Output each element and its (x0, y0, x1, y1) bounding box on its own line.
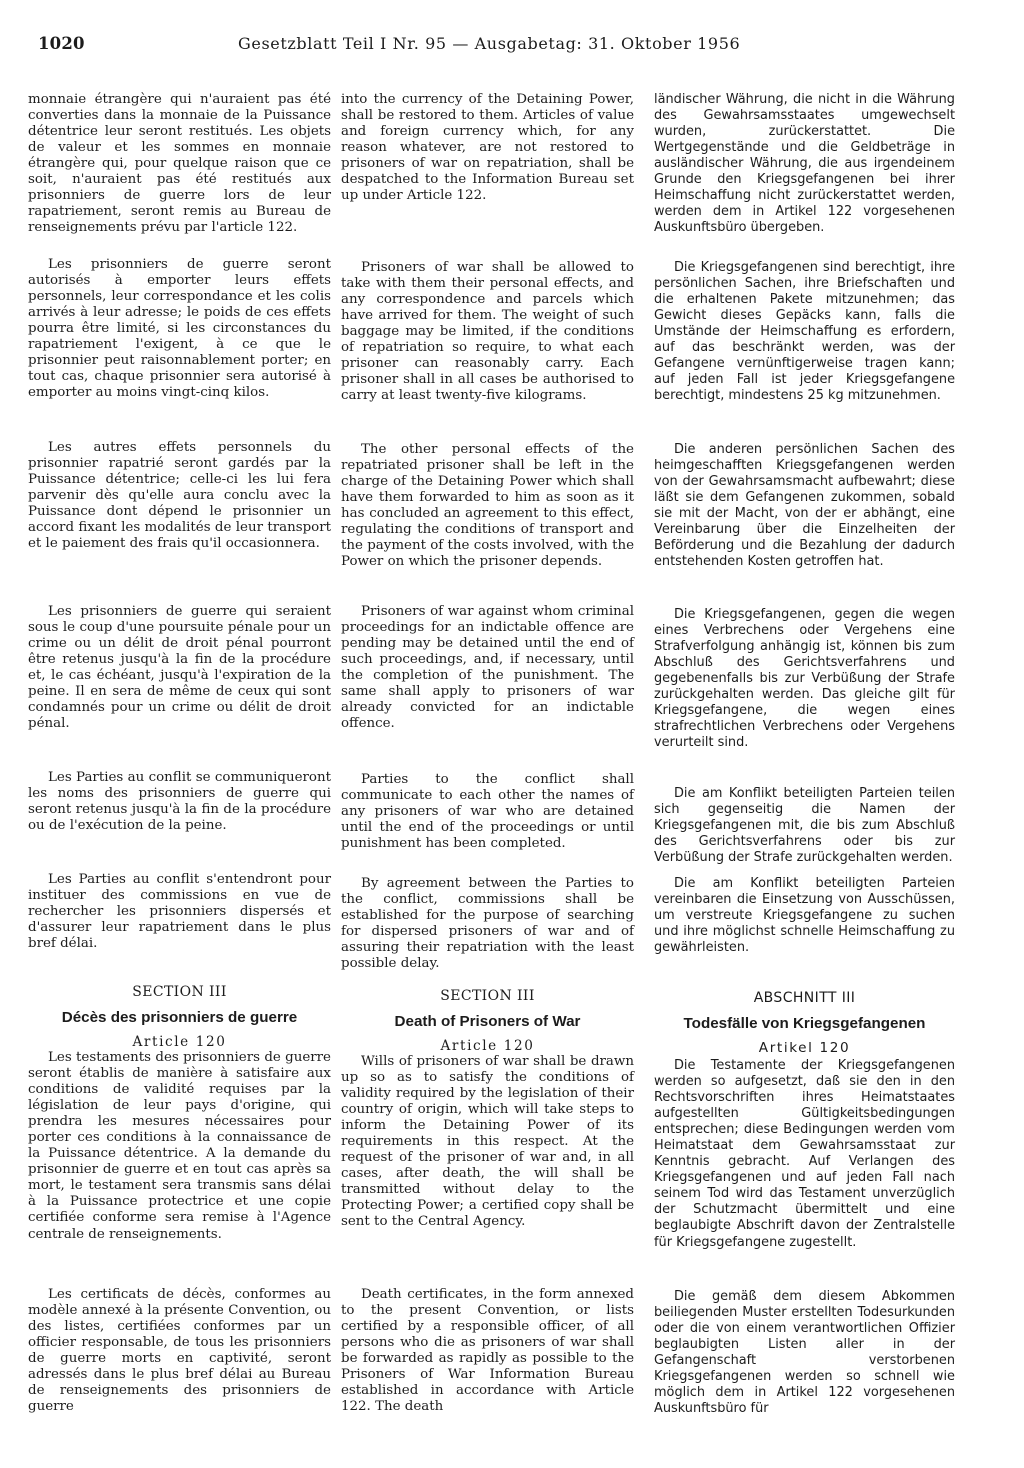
paragraph: The other personal effects of the repatriated prisoner shall be left in the charge of the Detaining Power which shall have them forwarded to him as soon as it has concluded an agreement to this effect, regulating the conditions of transport and the payment of the costs involved, with the Power on which the prisoner depends. (341, 442, 634, 570)
paragraph: Death certificates, in the form annexed to the present Convention, or lists certified by a responsible officer, of all persons who die as prisoners of war shall be forwarded as rapidly as possible to the Prisoners of War Information Bureau established in accordance with Article 122. The death (341, 1287, 634, 1415)
paragraph: Les Parties au conflit se communiqueront les noms des prisonniers de guerre qui seront retenus jusqu'à la fin de la procédure ou de l'exécution de la peine. (28, 770, 331, 834)
paragraph: Die Kriegsgefangenen, gegen die wegen eines Verbrechens oder Vergehens eine Strafverfolgung anhängig ist, können bis zum Abschluß des Gerichtsverfahrens und gegebenenfalls bis zur Verbüßung der Strafe zurückgehalten werden. Das gleiche gilt für Kriegsgefangene, die wegen eines strafrechtlichen Verbrechens oder Vergehens verurteilt sind. (654, 607, 955, 751)
paragraph: Les Parties au conflit s'entendront pour instituer des commissions en vue de rechercher les prisonniers dispersés et d'assurer leur rapatriement dans le plus bref délai. (28, 872, 331, 952)
paragraph: Wills of prisoners of war shall be drawn up so as to satisfy the conditions of validity required by the legislation of their country of origin, which will take steps to inform the Detaining Power of its requirements in this respect. At the request of the prisoner of war and, in all cases, after death, the will shall be transmitted without delay to the Protecting Power; a certified copy shall be sent to the Central Agency. (341, 1054, 634, 1230)
paragraph: monnaie étrangère qui n'auraient pas été converties dans la monnaie de la Puissance détentrice leur seront restitués. Les objets de valeur et les sommes en monnaie étrangère qui, pour quelque raison que ce soit, n'auraient pas été restitués aux prisonniers de guerre lors de leur rapatriement, seront remis au Bureau de renseignements prévu par l'article 122. (28, 92, 331, 236)
section-label: SECTION III (132, 984, 227, 1000)
running-header (38, 34, 998, 58)
section-heading: Décès des prisonniers de guerre (61, 1009, 298, 1026)
paragraph: Die Testamente der Kriegsgefangenen werden so aufgesetzt, daß sie den in den Rechtsvorschriften ihres Heimatstaates aufgestellten Gültigkeitsbedingungen entsprechen; diese Bedingungen werden vom Heimatstaat dem Gewahrsamsstaat zur Kenntnis gebracht. Auf Verlangen des Kriegsgefangenen und auf jeden Fall nach seinem Tod wird das Testament unverzüglich der Schutzmacht übermittelt und eine beglaubigte Abschrift davon der Zentralstelle für Kriegsgefangene zugestellt. (654, 1058, 955, 1250)
section-label: ABSCHNITT III (753, 990, 856, 1006)
paragraph: By agreement between the Parties to the conflict, commissions shall be established for the purpose of searching for dispersed prisoners of war and of assuring their repatriation with the least possible delay. (341, 876, 634, 972)
section-heading: Todesfälle von Kriegsgefangenen (683, 1015, 926, 1032)
paragraph: Die gemäß dem diesem Abkommen beiliegenden Muster erstellten Todesurkunden oder die von einem verantwortlichen Offizier beglaubigten Listen aller in der Gefangenschaft verstorbenen Kriegsgefangenen werden so schnell wie möglich dem in Artikel 122 vorgesehenen Auskunftsbüro für (654, 1289, 955, 1417)
paragraph: Prisoners of war shall be allowed to take with them their personal effects, and any correspondence and parcels which have arrived for them. The weight of such baggage may be limited, if the conditions of repatriation so require, to what each prisoner can reasonably carry. Each prisoner shall in all cases be authorised to carry at least twenty-five kilograms. (341, 260, 634, 404)
paragraph: Les testaments des prisonniers de guerre seront établis de manière à satisfaire aux conditions de validité requises par la législation de leur pays d'origine, qui prendra les mesures nécessaires pour porter ces conditions à la connaissance de la Puissance détentrice. A la demande du prisonnier de guerre et en tout cas après sa mort, le testament sera transmis sans délai à la Puissance protectrice et une copie certifiée conforme sera remise à l'Agence centrale de renseignements. (28, 1050, 331, 1242)
section-heading: Death of Prisoners of War (394, 1013, 581, 1030)
paragraph: ländischer Währung, die nicht in die Währung des Gewahrsamsstaates umgewechselt wurden, zurückerstattet. Die Wertgegenstände und die Geldbeträge in ausländischer Währung, die aus irgendeinem Grunde den Kriegsgefangenen bei ihrer Heimschaffung nicht zurückerstattet werden, werden dem in Artikel 122 vorgesehenen Auskunftsbüro übergeben. (654, 92, 955, 236)
paragraph: Les autres effets personnels du prisonnier rapatrié seront gardés par la Puissance détentrice; celle-ci les lui fera parvenir dès qu'elle aura conclu avec la Puissance dont dépend le prisonnier un accord fixant les modalités de leur transport et le paiement des frais qu'il occasionnera. (28, 440, 331, 552)
running-head-title: Gesetzblatt Teil I Nr. 95 — Ausgabetag: 31. Oktober 1956 (238, 34, 741, 53)
article-label: Article 120 (132, 1034, 227, 1050)
paragraph: Die am Konflikt beteiligten Parteien teilen sich gegenseitig die Namen der Kriegsgefangenen mit, die bis zum Abschluß des Gerichtsverfahrens oder bis zur Verbüßung der Strafe zurückgehalten werden. (654, 786, 955, 866)
paragraph: Les prisonniers de guerre qui seraient sous le coup d'une poursuite pénale pour un crime ou un délit de droit pénal pourront être retenus jusqu'à la fin de la procédure et, le cas échéant, jusqu'à l'expiration de la peine. Il en sera de même de ceux qui sont condamnés pour un crime ou délit de droit pénal. (28, 604, 331, 732)
paragraph: Die am Konflikt beteiligten Parteien vereinbaren die Einsetzung von Ausschüssen, um verstreute Kriegsgefangene zu suchen und ihre möglichst schnelle Heimschaffung zu gewährleisten. (654, 876, 955, 956)
paragraph: Parties to the conflict shall communicate to each other the names of any prisoners of war who are detained until the end of the proceedings or until punishment has been completed. (341, 772, 634, 852)
paragraph: Les certificats de décès, conformes au modèle annexé à la présente Convention, ou des listes, certifiées conformes par un officier responsable, de tous les prisonniers de guerre morts en captivité, seront adressés dans le plus bref délai au Bureau de renseignements des prisonniers de guerre (28, 1287, 331, 1415)
paragraph: into the currency of the Detaining Power, shall be restored to them. Articles of value and foreign currency which, for any reason whatever, are not restored to prisoners of war on repatriation, shall be despatched to the Information Bureau set up under Article 122. (341, 92, 634, 204)
paragraph: Prisoners of war against whom criminal proceedings for an indictable offence are pending may be detained until the end of such proceedings, and, if necessary, until the completion of the punishment. The same shall apply to prisoners of war already convicted for an indictable offence. (341, 604, 634, 732)
paragraph: Die Kriegsgefangenen sind berechtigt, ihre persönlichen Sachen, ihre Briefschaften und die erhaltenen Pakete mitzunehmen; das Gewicht dieses Gepäcks kann, falls die Umstände der Heimschaffung es erfordern, auf das beschränkt werden, was der Gefangene vernünftigerweise tragen kann; auf jeden Fall ist jeder Kriegsgefangene berechtigt, mindestens 25 kg mitzunehmen. (654, 260, 955, 404)
article-label: Artikel 120 (758, 1040, 851, 1056)
section-label: SECTION III (440, 988, 535, 1004)
article-label: Article 120 (440, 1038, 535, 1054)
paragraph: Die anderen persönlichen Sachen des heimgeschafften Kriegsgefangenen werden von der Gewahrsamsmacht aufbewahrt; diese läßt sie dem Gefangenen zukommen, sobald sie mit der Macht, von der er abhängt, eine Vereinbarung über die Einzelheiten der Beförderung und die Bezahlung der dadurch entstehenden Kosten getroffen hat. (654, 442, 955, 570)
page-number: 1020 (38, 34, 85, 53)
paragraph: Les prisonniers de guerre seront autorisés à emporter leurs effets personnels, leur correspondance et les colis arrivés à leur adresse; le poids de ces effets pourra être limité, si les circonstances du rapatriement l'exigent, à ce que le prisonnier peut raisonnablement porter; en tout cas, chaque prisonnier sera autorisé à emporter au moins vingt-cinq kilos. (28, 257, 331, 401)
